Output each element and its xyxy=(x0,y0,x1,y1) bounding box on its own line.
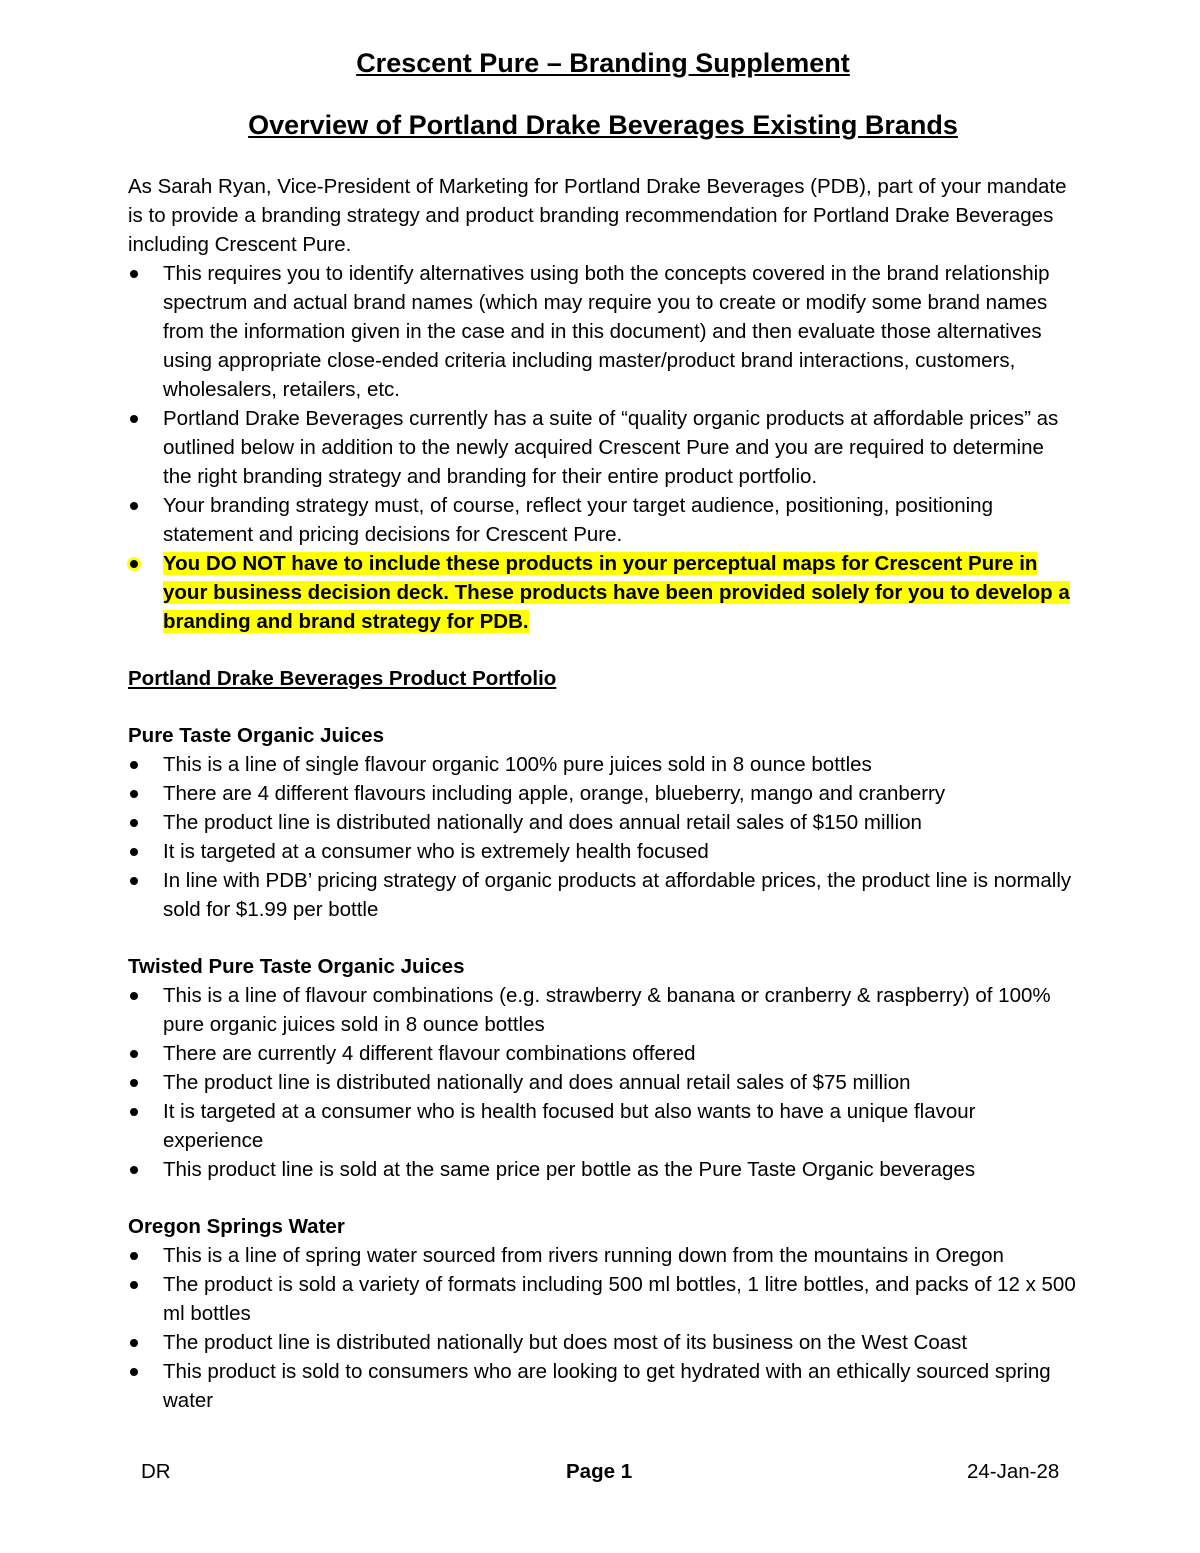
document-body xyxy=(128,46,1078,1415)
list-item-text: The product line is distributed nationally and does annual retail sales of $150 million xyxy=(163,811,922,834)
bullet-icon xyxy=(130,560,138,568)
list-item xyxy=(128,1039,1078,1068)
list-item-text: This requires you to identify alternatives using both the concepts covered in the brand relationship spectrum and actual brand names (which may require you to create or modify some brand names from the information given in the case and in this document) and then evaluate those alternatives using appropriate close-ended criteria including master/product brand interactions, customers, wholesalers, retailers, etc. xyxy=(163,262,1050,401)
document-title: Crescent Pure – Branding Supplement xyxy=(356,48,850,78)
bullet-icon xyxy=(130,877,138,885)
list-item xyxy=(128,491,1078,549)
list-item-text: This is a line of flavour combinations (e.g. strawberry & banana or cranberry & raspberry) of 100% pure organic juices sold in 8 ounce bottles xyxy=(163,984,1051,1036)
bullet-icon xyxy=(130,270,138,278)
list-item-text: The product line is distributed nationally but does most of its business on the West Coast xyxy=(163,1331,968,1354)
bullet-icon xyxy=(130,848,138,856)
list-item-text: It is targeted at a consumer who is extremely health focused xyxy=(163,840,709,863)
list-item-text: This product line is sold at the same price per bottle as the Pure Taste Organic beverages xyxy=(163,1158,976,1181)
list-item-text: Your branding strategy must, of course, reflect your target audience, positioning, positioning statement and pricing decisions for Crescent Pure. xyxy=(163,494,993,546)
product-bullet-list xyxy=(128,981,1078,1184)
list-item-text: This product is sold to consumers who are looking to get hydrated with an ethically sourced spring water xyxy=(163,1360,1051,1412)
list-item-text: There are currently 4 different flavour combinations offered xyxy=(163,1042,696,1065)
list-item xyxy=(128,1241,1078,1270)
portfolio-heading: Portland Drake Beverages Product Portfolio xyxy=(128,667,557,690)
product-heading: Oregon Springs Water xyxy=(128,1215,345,1238)
list-item xyxy=(128,808,1078,837)
bullet-icon xyxy=(130,1050,138,1058)
footer-date: 24-Jan-28 xyxy=(967,1460,1060,1483)
bullet-icon xyxy=(130,1339,138,1347)
bullet-icon xyxy=(130,790,138,798)
list-item xyxy=(128,779,1078,808)
list-item xyxy=(128,981,1078,1039)
list-item xyxy=(128,1097,1078,1155)
product-bullet-list xyxy=(128,750,1078,924)
bullet-icon xyxy=(130,1281,138,1289)
list-item-text: It is targeted at a consumer who is health focused but also wants to have a unique flavour experience xyxy=(163,1100,976,1152)
bullet-icon xyxy=(130,1079,138,1087)
bullet-icon xyxy=(130,761,138,769)
list-item-text: The product is sold a variety of formats including 500 ml bottles, 1 litre bottles, and packs of 12 x 500 ml bottles xyxy=(163,1273,1076,1325)
list-item-text: This is a line of spring water sourced from rivers running down from the mountains in Oregon xyxy=(163,1244,1004,1267)
bullet-icon xyxy=(130,502,138,510)
footer-author: DR xyxy=(141,1460,171,1483)
bullet-icon xyxy=(130,415,138,423)
list-item-text: There are 4 different flavours including apple, orange, blueberry, mango and cranberry xyxy=(163,782,946,805)
list-item xyxy=(128,404,1078,491)
list-item xyxy=(128,750,1078,779)
bullet-icon xyxy=(130,1368,138,1376)
list-item xyxy=(128,1357,1078,1415)
list-item xyxy=(128,1328,1078,1357)
list-item xyxy=(128,1068,1078,1097)
bullet-icon xyxy=(130,1252,138,1260)
product-bullet-list xyxy=(128,1241,1078,1415)
list-item xyxy=(128,1270,1078,1328)
highlighted-note: You DO NOT have to include these products in your perceptual maps for Crescent Pure in your business decision deck. These products have been provided solely for you to develop a branding and brand strategy for PDB. xyxy=(163,552,1070,633)
intro-bullet-list xyxy=(128,259,1078,636)
list-item-text: This is a line of single flavour organic 100% pure juices sold in 8 ounce bottles xyxy=(163,753,872,776)
intro-paragraph: As Sarah Ryan, Vice-President of Marketing for Portland Drake Beverages (PDB), part of your mandate is to provide a branding strategy and product branding recommendation for Portland Drake Beverages including Crescent Pure. xyxy=(128,175,1067,256)
bullet-icon xyxy=(130,1166,138,1174)
list-item xyxy=(128,866,1078,924)
list-item xyxy=(128,1155,1078,1184)
page-footer xyxy=(0,1457,1200,1487)
list-item-text: In line with PDB’ pricing strategy of organic products at affordable prices, the product line is normally sold for $1.99 per bottle xyxy=(163,869,1072,921)
footer-page-number: Page 1 xyxy=(566,1460,633,1483)
product-heading: Twisted Pure Taste Organic Juices xyxy=(128,955,465,978)
bullet-icon xyxy=(130,1108,138,1116)
list-item-text: Portland Drake Beverages currently has a suite of “quality organic products at affordable prices” as outlined below in addition to the newly acquired Crescent Pure and you are required to determine the right branding strategy and branding for their entire product portfolio. xyxy=(163,407,1059,488)
list-item xyxy=(128,837,1078,866)
document-subtitle: Overview of Portland Drake Beverages Existing Brands xyxy=(248,110,958,140)
bullet-icon xyxy=(130,992,138,1000)
list-item-highlighted xyxy=(128,549,1078,636)
bullet-icon xyxy=(130,819,138,827)
list-item-text: The product line is distributed nationally and does annual retail sales of $75 million xyxy=(163,1071,911,1094)
list-item xyxy=(128,259,1078,404)
product-heading: Pure Taste Organic Juices xyxy=(128,724,384,747)
